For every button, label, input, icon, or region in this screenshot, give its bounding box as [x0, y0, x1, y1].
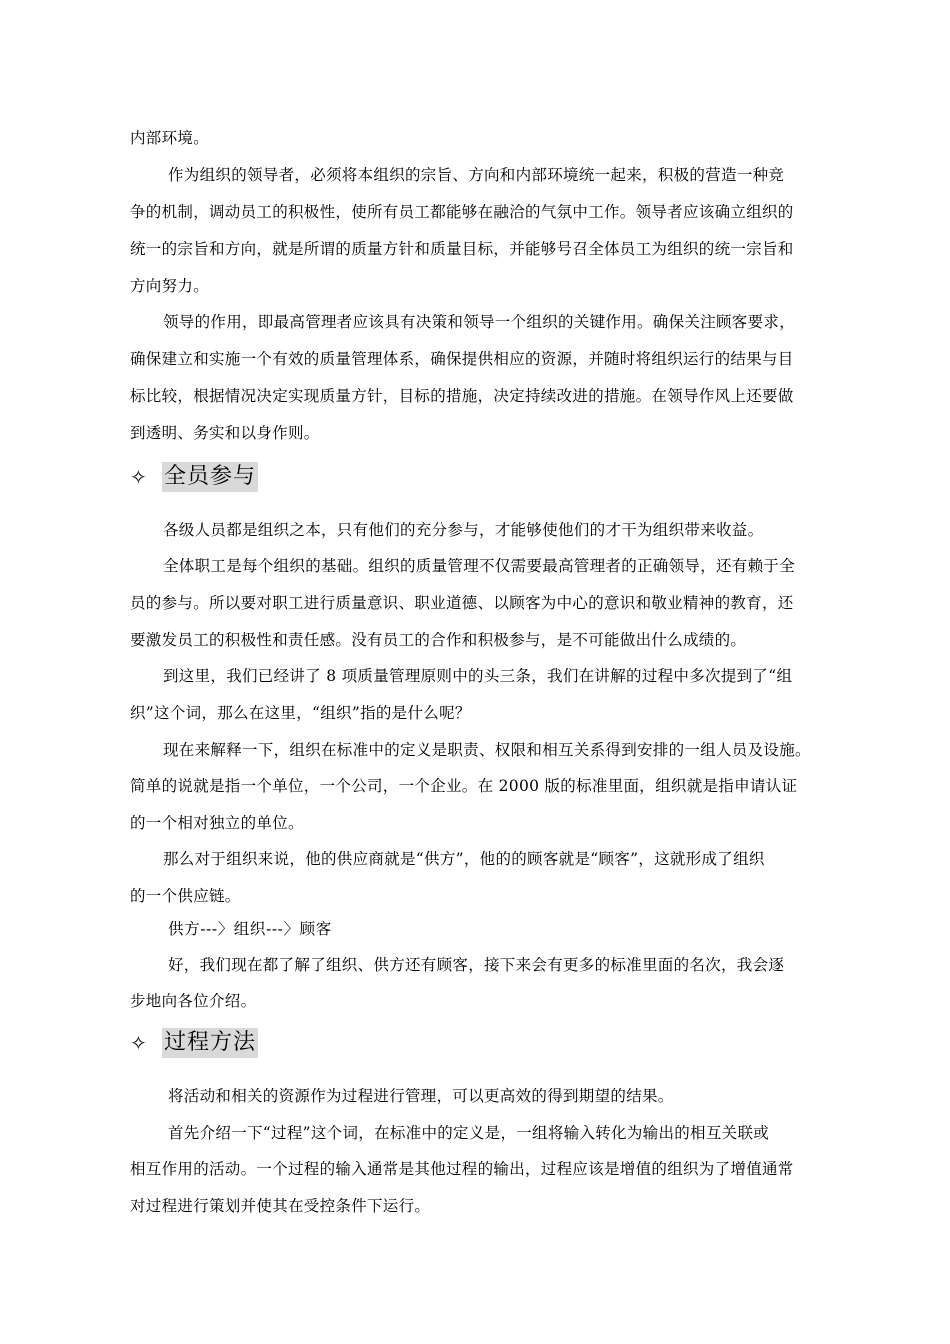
paragraph-line: 的一个供应链。 [130, 887, 241, 905]
paragraph-line: 方向努力。 [130, 277, 210, 295]
paragraph-line: 到透明、务实和以身作则。 [130, 424, 320, 442]
paragraph-line: 现在来解释一下，组织在标准中的定义是职责、权限和相互关系得到安排的一组人员及设施。 [163, 741, 811, 759]
paragraph-line: 到这里，我们已经讲了 8 项质量管理原则中的头三条，我们在讲解的过程中多次提到了“组 [163, 667, 793, 685]
paragraph-line: 将活动和相关的资源作为过程进行管理，可以更高效的得到期望的结果。 [168, 1087, 674, 1105]
section-heading-text: 过程方法 [162, 1028, 258, 1058]
paragraph-line: 作为组织的领导者，必须将本组织的宗旨、方向和内部环境统一起来，积极的营造一种竞 [168, 166, 785, 184]
paragraph-line: 步地向各位介绍。 [130, 992, 257, 1010]
paragraph-line: 首先介绍一下“过程”这个词，在标准中的定义是，一组将输入转化为输出的相互关联或 [168, 1124, 770, 1142]
paragraph-line: 要激发员工的积极性和责任感。没有员工的合作和积极参与，是不可能做出什么成绩的。 [130, 631, 747, 649]
paragraph-line: 确保建立和实施一个有效的质量管理体系，确保提供相应的资源，并随时将组织运行的结果与目 [130, 350, 794, 368]
supply-chain-line: 供方---〉组织---〉顾客 [168, 920, 332, 938]
paragraph-line: 各级人员都是组织之本，只有他们的充分参与，才能够使他们的才干为组织带来收益。 [163, 521, 764, 539]
paragraph-line: 争的机制，调动员工的积极性，使所有员工都能够在融洽的气氛中工作。领导者应该确立组织的 [130, 203, 794, 221]
paragraph-line: 内部环境。 [130, 129, 210, 147]
paragraph-line: 员的参与。所以要对职工进行质量意识、职业道德、以顾客为中心的意识和敬业精神的教育，还 [130, 594, 794, 612]
paragraph-line: 标比较，根据情况决定实现质量方针，目标的措施，决定持续改进的措施。在领导作风上还要做 [130, 387, 794, 405]
paragraph-line: 好，我们现在都了解了组织、供方还有顾客，接下来会有更多的标准里面的名次，我会逐 [168, 956, 785, 974]
paragraph-line: 领导的作用，即最高管理者应该具有决策和领导一个组织的关键作用。确保关注顾客要求， [163, 313, 796, 331]
paragraph-line: 织”这个词，那么在这里，“组织”指的是什么呢？ [130, 704, 471, 722]
paragraph-line: 相互作用的活动。一个过程的输入通常是其他过程的输出，过程应该是增值的组织为了增值通常 [130, 1160, 794, 1178]
section-heading [130, 1027, 258, 1059]
section-heading-text: 全员参与 [162, 462, 258, 492]
diamond-star-icon: ✧ [130, 1031, 147, 1055]
section-heading [130, 461, 258, 493]
paragraph-line: 的一个相对独立的单位。 [130, 814, 304, 832]
paragraph-line: 对过程进行策划并使其在受控条件下运行。 [130, 1197, 431, 1215]
paragraph-line: 那么对于组织来说，他的供应商就是“供方”，他的的顾客就是“顾客”，这就形成了组织 [163, 850, 765, 868]
paragraph-line: 统一的宗旨和方向，就是所谓的质量方针和质量目标，并能够号召全体员工为组织的统一宗旨和 [130, 240, 794, 258]
diamond-star-icon: ✧ [130, 465, 147, 489]
paragraph-line: 简单的说就是指一个单位，一个公司，一个企业。在 2000 版的标准里面，组织就是指申请认证 [130, 777, 798, 795]
paragraph-line: 全体职工是每个组织的基础。组织的质量管理不仅需要最高管理者的正确领导，还有赖于全 [163, 557, 796, 575]
